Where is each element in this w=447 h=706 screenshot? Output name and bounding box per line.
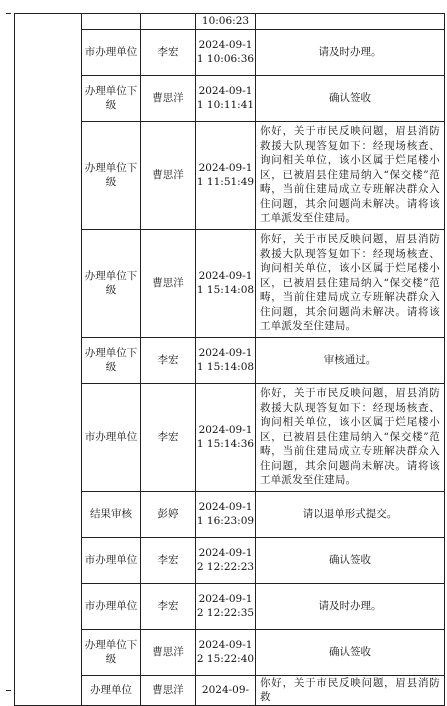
- person-cell: 曹思洋: [141, 75, 196, 121]
- person-cell: 曹思洋: [141, 229, 196, 337]
- message-cell: 确认签收: [256, 629, 445, 675]
- person-cell: 李宏: [141, 337, 196, 383]
- time-cell: 2024-09-11 16:23:09: [196, 491, 256, 537]
- unit-cell: 市办理单位: [82, 583, 141, 629]
- person-cell: 李宏: [141, 383, 196, 491]
- person-cell: 曹思洋: [141, 675, 196, 705]
- crop-mark-top: [6, 13, 11, 14]
- time-cell: 2024-09-11 15:14:36: [196, 383, 256, 491]
- unit-cell: 市办理单位: [82, 29, 141, 75]
- message-cell: 你好，关于市民反映问题，眉县消防救援大队现答复如下：经现场核查、询问相关单位，该小区属于烂尾楼小区，已被眉县住建局纳入“保交楼”范畴，当前住建局成立专班解决群众入住问题，其余问题尚未解决。请将该工单派发至住建局。: [256, 229, 445, 337]
- left-margin-column: [15, 14, 82, 706]
- unit-cell: [82, 14, 141, 30]
- message-cell: 确认签收: [256, 75, 445, 121]
- unit-cell: 办理单位: [82, 675, 141, 705]
- processing-log-table: [14, 13, 445, 706]
- time-cell: 2024-09-11 10:06:36: [196, 29, 256, 75]
- message-cell: 你好，关于市民反映问题，眉县消防救援大队现答复如下：经现场核查、询问相关单位，该小区属于烂尾楼小区，已被眉县住建局纳入“保交楼”范畴，当前住建局成立专班解决群众入住问题，其余问题尚未解决。请将该工单派发至住建局。: [256, 383, 445, 491]
- unit-cell: 办理单位下级: [82, 629, 141, 675]
- message-cell: 审核通过。: [256, 337, 445, 383]
- person-cell: 曹思洋: [141, 629, 196, 675]
- person-cell: 曹思洋: [141, 121, 196, 229]
- unit-cell: 市办理单位: [82, 537, 141, 583]
- message-cell: [256, 14, 445, 30]
- message-cell: 请及时办理。: [256, 583, 445, 629]
- message-cell: 你好，关于市民反映问题，眉县消防救: [256, 675, 445, 705]
- message-cell: 你好，关于市民反映问题，眉县消防救援大队现答复如下：经现场核查、询问相关单位，该小区属于烂尾楼小区，已被眉县住建局纳入“保交楼”范畴，当前住建局成立专班解决群众入住问题，其余问题尚未解决。请将该工单派发至住建局。: [256, 121, 445, 229]
- message-cell: 请及时办理。: [256, 29, 445, 75]
- message-cell: 确认签收: [256, 537, 445, 583]
- table-row: [15, 14, 445, 30]
- time-cell: 2024-09-11 15:14:08: [196, 337, 256, 383]
- time-cell: 2024-09-11 15:14:08: [196, 229, 256, 337]
- time-cell: 10:06:23: [196, 14, 256, 30]
- unit-cell: 市办理单位: [82, 383, 141, 491]
- unit-cell: 办理单位下级: [82, 75, 141, 121]
- time-cell: 2024-09-: [196, 675, 256, 705]
- unit-cell: 办理单位下级: [82, 337, 141, 383]
- unit-cell: 办理单位下级: [82, 229, 141, 337]
- person-cell: 李宏: [141, 29, 196, 75]
- message-cell: 请以退单形式提交。: [256, 491, 445, 537]
- person-cell: 李宏: [141, 537, 196, 583]
- time-cell: 2024-09-11 11:51:49: [196, 121, 256, 229]
- time-cell: 2024-09-12 15:22:40: [196, 629, 256, 675]
- person-cell: [141, 14, 196, 30]
- time-cell: 2024-09-11 10:11:41: [196, 75, 256, 121]
- person-cell: 李宏: [141, 583, 196, 629]
- time-cell: 2024-09-12 12:22:23: [196, 537, 256, 583]
- person-cell: 彭婷: [141, 491, 196, 537]
- time-cell: 2024-09-12 12:22:35: [196, 583, 256, 629]
- unit-cell: 结果审核: [82, 491, 141, 537]
- unit-cell: 办理单位下级: [82, 121, 141, 229]
